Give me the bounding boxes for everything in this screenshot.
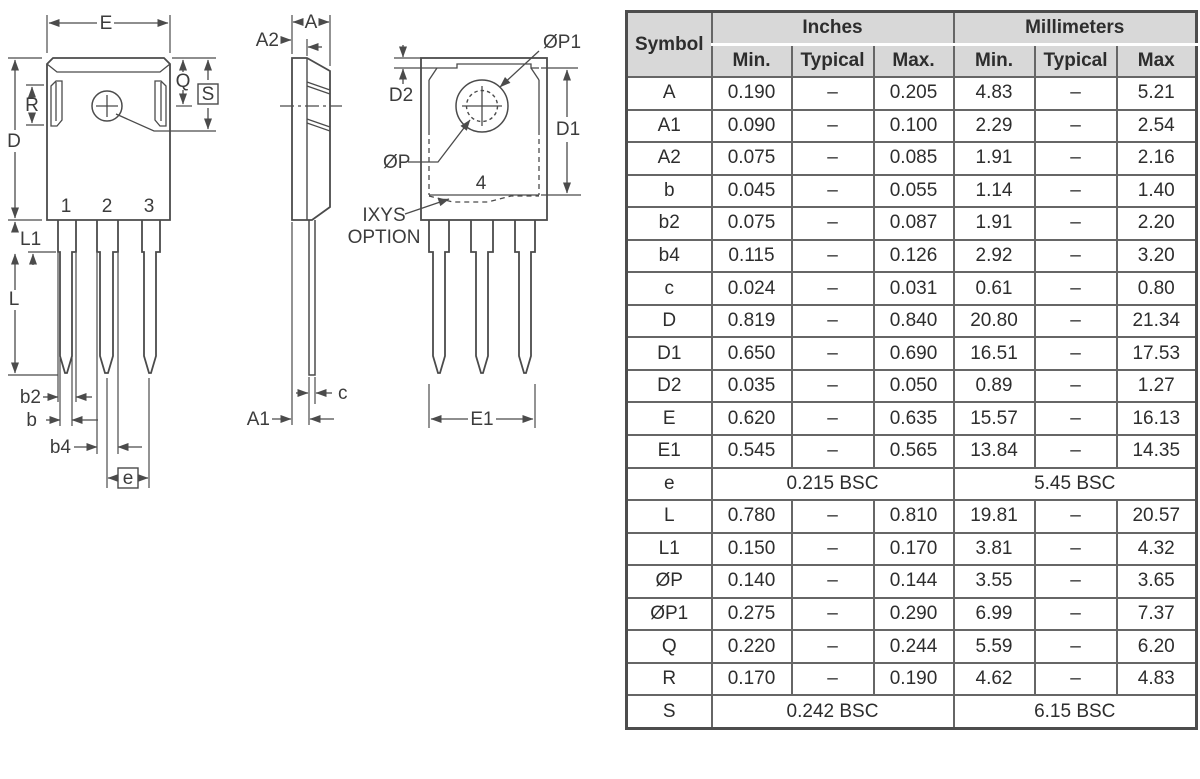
pin-2 xyxy=(97,220,118,373)
dim-label-E1: E1 xyxy=(470,409,494,430)
dim-label-b4: b4 xyxy=(49,437,71,458)
table-row xyxy=(627,272,1197,305)
row-symbol: A xyxy=(627,77,712,110)
row-symbol: D1 xyxy=(627,337,712,370)
row-cell-5: 6.20 xyxy=(1117,630,1197,663)
row-cell-5: 7.37 xyxy=(1117,598,1197,631)
pin-1 xyxy=(58,220,76,373)
table-row xyxy=(627,142,1197,175)
row-inches-bsc: 0.242 BSC xyxy=(712,695,954,728)
row-symbol: ØP xyxy=(627,565,712,598)
table-row xyxy=(627,533,1197,566)
table-row xyxy=(627,305,1197,338)
ixys-note-line1: IXYS xyxy=(362,205,406,226)
table-row xyxy=(627,468,1197,501)
table-row xyxy=(627,695,1197,728)
row-cell-5: 5.21 xyxy=(1117,77,1197,110)
dim-label-Q: Q xyxy=(175,71,191,92)
dim-label-c: c xyxy=(338,383,348,404)
table-row xyxy=(627,207,1197,240)
row-cell-5: 2.54 xyxy=(1117,110,1197,143)
dim-label-D1: D1 xyxy=(555,119,581,140)
row-cell-4: – xyxy=(1035,402,1117,435)
row-cell-3: 6.99 xyxy=(954,598,1035,631)
row-cell-5: 20.57 xyxy=(1117,500,1197,533)
dim-label-A: A xyxy=(304,12,318,33)
package-drawings xyxy=(0,0,620,500)
dim-label-E: E xyxy=(99,13,113,34)
p1-leader xyxy=(500,51,539,87)
dimensions-table-container xyxy=(625,10,1198,730)
row-symbol: L xyxy=(627,500,712,533)
row-inches-bsc: 0.215 BSC xyxy=(712,468,954,501)
row-cell-0: 0.035 xyxy=(712,370,792,403)
row-symbol: S xyxy=(627,695,712,728)
row-cell-0: 0.780 xyxy=(712,500,792,533)
row-symbol: c xyxy=(627,272,712,305)
row-cell-2: 0.031 xyxy=(874,272,954,305)
table-row xyxy=(627,435,1197,468)
dim-label-b: b xyxy=(26,410,37,431)
row-cell-4: – xyxy=(1035,337,1117,370)
row-mm-bsc: 5.45 BSC xyxy=(954,468,1197,501)
row-symbol: b4 xyxy=(627,240,712,273)
dim-label-A2: A2 xyxy=(255,30,279,51)
row-cell-2: 0.190 xyxy=(874,663,954,696)
table-row xyxy=(627,402,1197,435)
row-cell-0: 0.650 xyxy=(712,337,792,370)
pin-3 xyxy=(142,220,160,373)
row-cell-0: 0.115 xyxy=(712,240,792,273)
row-cell-3: 3.55 xyxy=(954,565,1035,598)
row-cell-0: 0.024 xyxy=(712,272,792,305)
back-view xyxy=(348,32,581,430)
row-cell-2: 0.144 xyxy=(874,565,954,598)
row-cell-2: 0.050 xyxy=(874,370,954,403)
side-lead xyxy=(309,220,315,375)
row-cell-3: 13.84 xyxy=(954,435,1035,468)
header-group-row xyxy=(627,12,1197,45)
row-cell-5: 3.65 xyxy=(1117,565,1197,598)
row-cell-2: 0.085 xyxy=(874,142,954,175)
row-cell-1: – xyxy=(792,565,874,598)
dim-label-L1: L1 xyxy=(20,229,42,250)
header-inches: Inches xyxy=(712,12,954,45)
row-cell-4: – xyxy=(1035,77,1117,110)
row-cell-4: – xyxy=(1035,142,1117,175)
ixys-option-outline xyxy=(429,196,539,202)
dim-label-P: ØP xyxy=(383,152,411,173)
row-cell-4: – xyxy=(1035,533,1117,566)
row-cell-4: – xyxy=(1035,370,1117,403)
header-sub-row xyxy=(627,45,1197,78)
row-cell-3: 16.51 xyxy=(954,337,1035,370)
row-cell-2: 0.126 xyxy=(874,240,954,273)
pin-number-1: 1 xyxy=(60,196,72,217)
row-cell-0: 0.075 xyxy=(712,142,792,175)
row-cell-1: – xyxy=(792,663,874,696)
row-symbol: A2 xyxy=(627,142,712,175)
row-cell-4: – xyxy=(1035,565,1117,598)
row-cell-3: 15.57 xyxy=(954,402,1035,435)
row-cell-5: 1.27 xyxy=(1117,370,1197,403)
row-cell-2: 0.087 xyxy=(874,207,954,240)
row-cell-2: 0.055 xyxy=(874,175,954,208)
row-cell-5: 2.20 xyxy=(1117,207,1197,240)
row-cell-0: 0.140 xyxy=(712,565,792,598)
row-cell-0: 0.545 xyxy=(712,435,792,468)
row-cell-3: 2.92 xyxy=(954,240,1035,273)
dim-label-S: S xyxy=(201,84,215,105)
row-cell-2: 0.635 xyxy=(874,402,954,435)
row-cell-2: 0.244 xyxy=(874,630,954,663)
row-cell-5: 2.16 xyxy=(1117,142,1197,175)
side-body-outline xyxy=(292,58,330,220)
row-cell-3: 1.91 xyxy=(954,142,1035,175)
row-cell-4: – xyxy=(1035,305,1117,338)
row-cell-0: 0.275 xyxy=(712,598,792,631)
row-cell-1: – xyxy=(792,402,874,435)
header-typical-inches: Typical xyxy=(792,45,874,78)
row-cell-1: – xyxy=(792,175,874,208)
row-cell-4: – xyxy=(1035,435,1117,468)
row-symbol: E1 xyxy=(627,435,712,468)
row-symbol: b xyxy=(627,175,712,208)
p-leader xyxy=(408,120,470,162)
pin-number-3: 3 xyxy=(143,196,155,217)
row-symbol: L1 xyxy=(627,533,712,566)
table-row xyxy=(627,240,1197,273)
row-cell-4: – xyxy=(1035,272,1117,305)
dim-label-A1: A1 xyxy=(246,409,270,430)
dimensions-table xyxy=(625,10,1198,730)
row-cell-2: 0.690 xyxy=(874,337,954,370)
row-cell-3: 5.59 xyxy=(954,630,1035,663)
pin-2-back xyxy=(471,220,493,373)
ixys-leader xyxy=(405,199,449,214)
row-cell-0: 0.190 xyxy=(712,77,792,110)
row-symbol: b2 xyxy=(627,207,712,240)
row-cell-4: – xyxy=(1035,598,1117,631)
row-symbol: E xyxy=(627,402,712,435)
row-cell-3: 1.14 xyxy=(954,175,1035,208)
dim-label-R: R xyxy=(25,95,39,116)
row-cell-4: – xyxy=(1035,175,1117,208)
row-cell-1: – xyxy=(792,240,874,273)
dim-label-D2: D2 xyxy=(388,85,414,106)
row-cell-1: – xyxy=(792,337,874,370)
row-cell-1: – xyxy=(792,207,874,240)
dim-label-D: D xyxy=(7,131,21,152)
header-typical-mm: Typical xyxy=(1035,45,1117,78)
row-cell-0: 0.150 xyxy=(712,533,792,566)
header-max-mm: Max xyxy=(1117,45,1197,78)
dim-label-b2: b2 xyxy=(19,387,41,408)
row-symbol: e xyxy=(627,468,712,501)
row-symbol: A1 xyxy=(627,110,712,143)
table-row xyxy=(627,598,1197,631)
row-cell-5: 16.13 xyxy=(1117,402,1197,435)
row-cell-5: 3.20 xyxy=(1117,240,1197,273)
front-view xyxy=(7,13,218,489)
row-cell-5: 4.32 xyxy=(1117,533,1197,566)
row-mm-bsc: 6.15 BSC xyxy=(954,695,1197,728)
row-cell-0: 0.045 xyxy=(712,175,792,208)
row-symbol: D2 xyxy=(627,370,712,403)
row-cell-1: – xyxy=(792,370,874,403)
row-cell-3: 4.83 xyxy=(954,77,1035,110)
pin-number-2: 2 xyxy=(101,196,113,217)
row-cell-1: – xyxy=(792,142,874,175)
header-max-inches: Max. xyxy=(874,45,954,78)
row-cell-2: 0.170 xyxy=(874,533,954,566)
row-cell-3: 19.81 xyxy=(954,500,1035,533)
row-cell-3: 0.89 xyxy=(954,370,1035,403)
row-cell-2: 0.565 xyxy=(874,435,954,468)
row-cell-2: 0.290 xyxy=(874,598,954,631)
pin-1-back xyxy=(429,220,449,373)
row-cell-1: – xyxy=(792,272,874,305)
row-cell-1: – xyxy=(792,598,874,631)
row-cell-2: 0.205 xyxy=(874,77,954,110)
row-cell-1: – xyxy=(792,630,874,663)
row-cell-4: – xyxy=(1035,663,1117,696)
row-cell-3: 1.91 xyxy=(954,207,1035,240)
row-cell-2: 0.840 xyxy=(874,305,954,338)
row-symbol: Q xyxy=(627,630,712,663)
table-row xyxy=(627,630,1197,663)
row-cell-3: 3.81 xyxy=(954,533,1035,566)
row-cell-1: – xyxy=(792,305,874,338)
row-cell-0: 0.090 xyxy=(712,110,792,143)
dim-label-L: L xyxy=(8,289,20,310)
row-cell-5: 14.35 xyxy=(1117,435,1197,468)
row-cell-5: 1.40 xyxy=(1117,175,1197,208)
dim-label-e: e xyxy=(122,468,134,489)
row-cell-4: – xyxy=(1035,630,1117,663)
row-symbol: R xyxy=(627,663,712,696)
table-row xyxy=(627,663,1197,696)
row-cell-2: 0.810 xyxy=(874,500,954,533)
header-min-inches: Min. xyxy=(712,45,792,78)
row-cell-3: 2.29 xyxy=(954,110,1035,143)
ixys-note-line2: OPTION xyxy=(347,227,421,248)
row-cell-0: 0.819 xyxy=(712,305,792,338)
table-row xyxy=(627,370,1197,403)
pad-label-4: 4 xyxy=(475,173,487,194)
row-cell-0: 0.620 xyxy=(712,402,792,435)
row-cell-1: – xyxy=(792,77,874,110)
header-symbol: Symbol xyxy=(627,12,712,78)
table-row xyxy=(627,337,1197,370)
row-cell-4: – xyxy=(1035,110,1117,143)
row-cell-1: – xyxy=(792,435,874,468)
side-view xyxy=(247,12,348,430)
row-symbol: D xyxy=(627,305,712,338)
header-millimeters: Millimeters xyxy=(954,12,1197,45)
pin-3-back xyxy=(515,220,535,373)
header-min-mm: Min. xyxy=(954,45,1035,78)
table-row xyxy=(627,565,1197,598)
row-cell-1: – xyxy=(792,110,874,143)
row-cell-4: – xyxy=(1035,500,1117,533)
row-cell-0: 0.220 xyxy=(712,630,792,663)
table-row xyxy=(627,175,1197,208)
row-cell-2: 0.100 xyxy=(874,110,954,143)
table-row xyxy=(627,77,1197,110)
row-cell-4: – xyxy=(1035,240,1117,273)
row-symbol: ØP1 xyxy=(627,598,712,631)
row-cell-5: 4.83 xyxy=(1117,663,1197,696)
table-row xyxy=(627,500,1197,533)
row-cell-5: 0.80 xyxy=(1117,272,1197,305)
row-cell-1: – xyxy=(792,500,874,533)
row-cell-0: 0.170 xyxy=(712,663,792,696)
row-cell-1: – xyxy=(792,533,874,566)
row-cell-0: 0.075 xyxy=(712,207,792,240)
row-cell-4: – xyxy=(1035,207,1117,240)
row-cell-5: 17.53 xyxy=(1117,337,1197,370)
table-row xyxy=(627,110,1197,143)
row-cell-3: 0.61 xyxy=(954,272,1035,305)
row-cell-5: 21.34 xyxy=(1117,305,1197,338)
row-cell-3: 4.62 xyxy=(954,663,1035,696)
dim-label-P1: ØP1 xyxy=(543,32,582,53)
row-cell-3: 20.80 xyxy=(954,305,1035,338)
